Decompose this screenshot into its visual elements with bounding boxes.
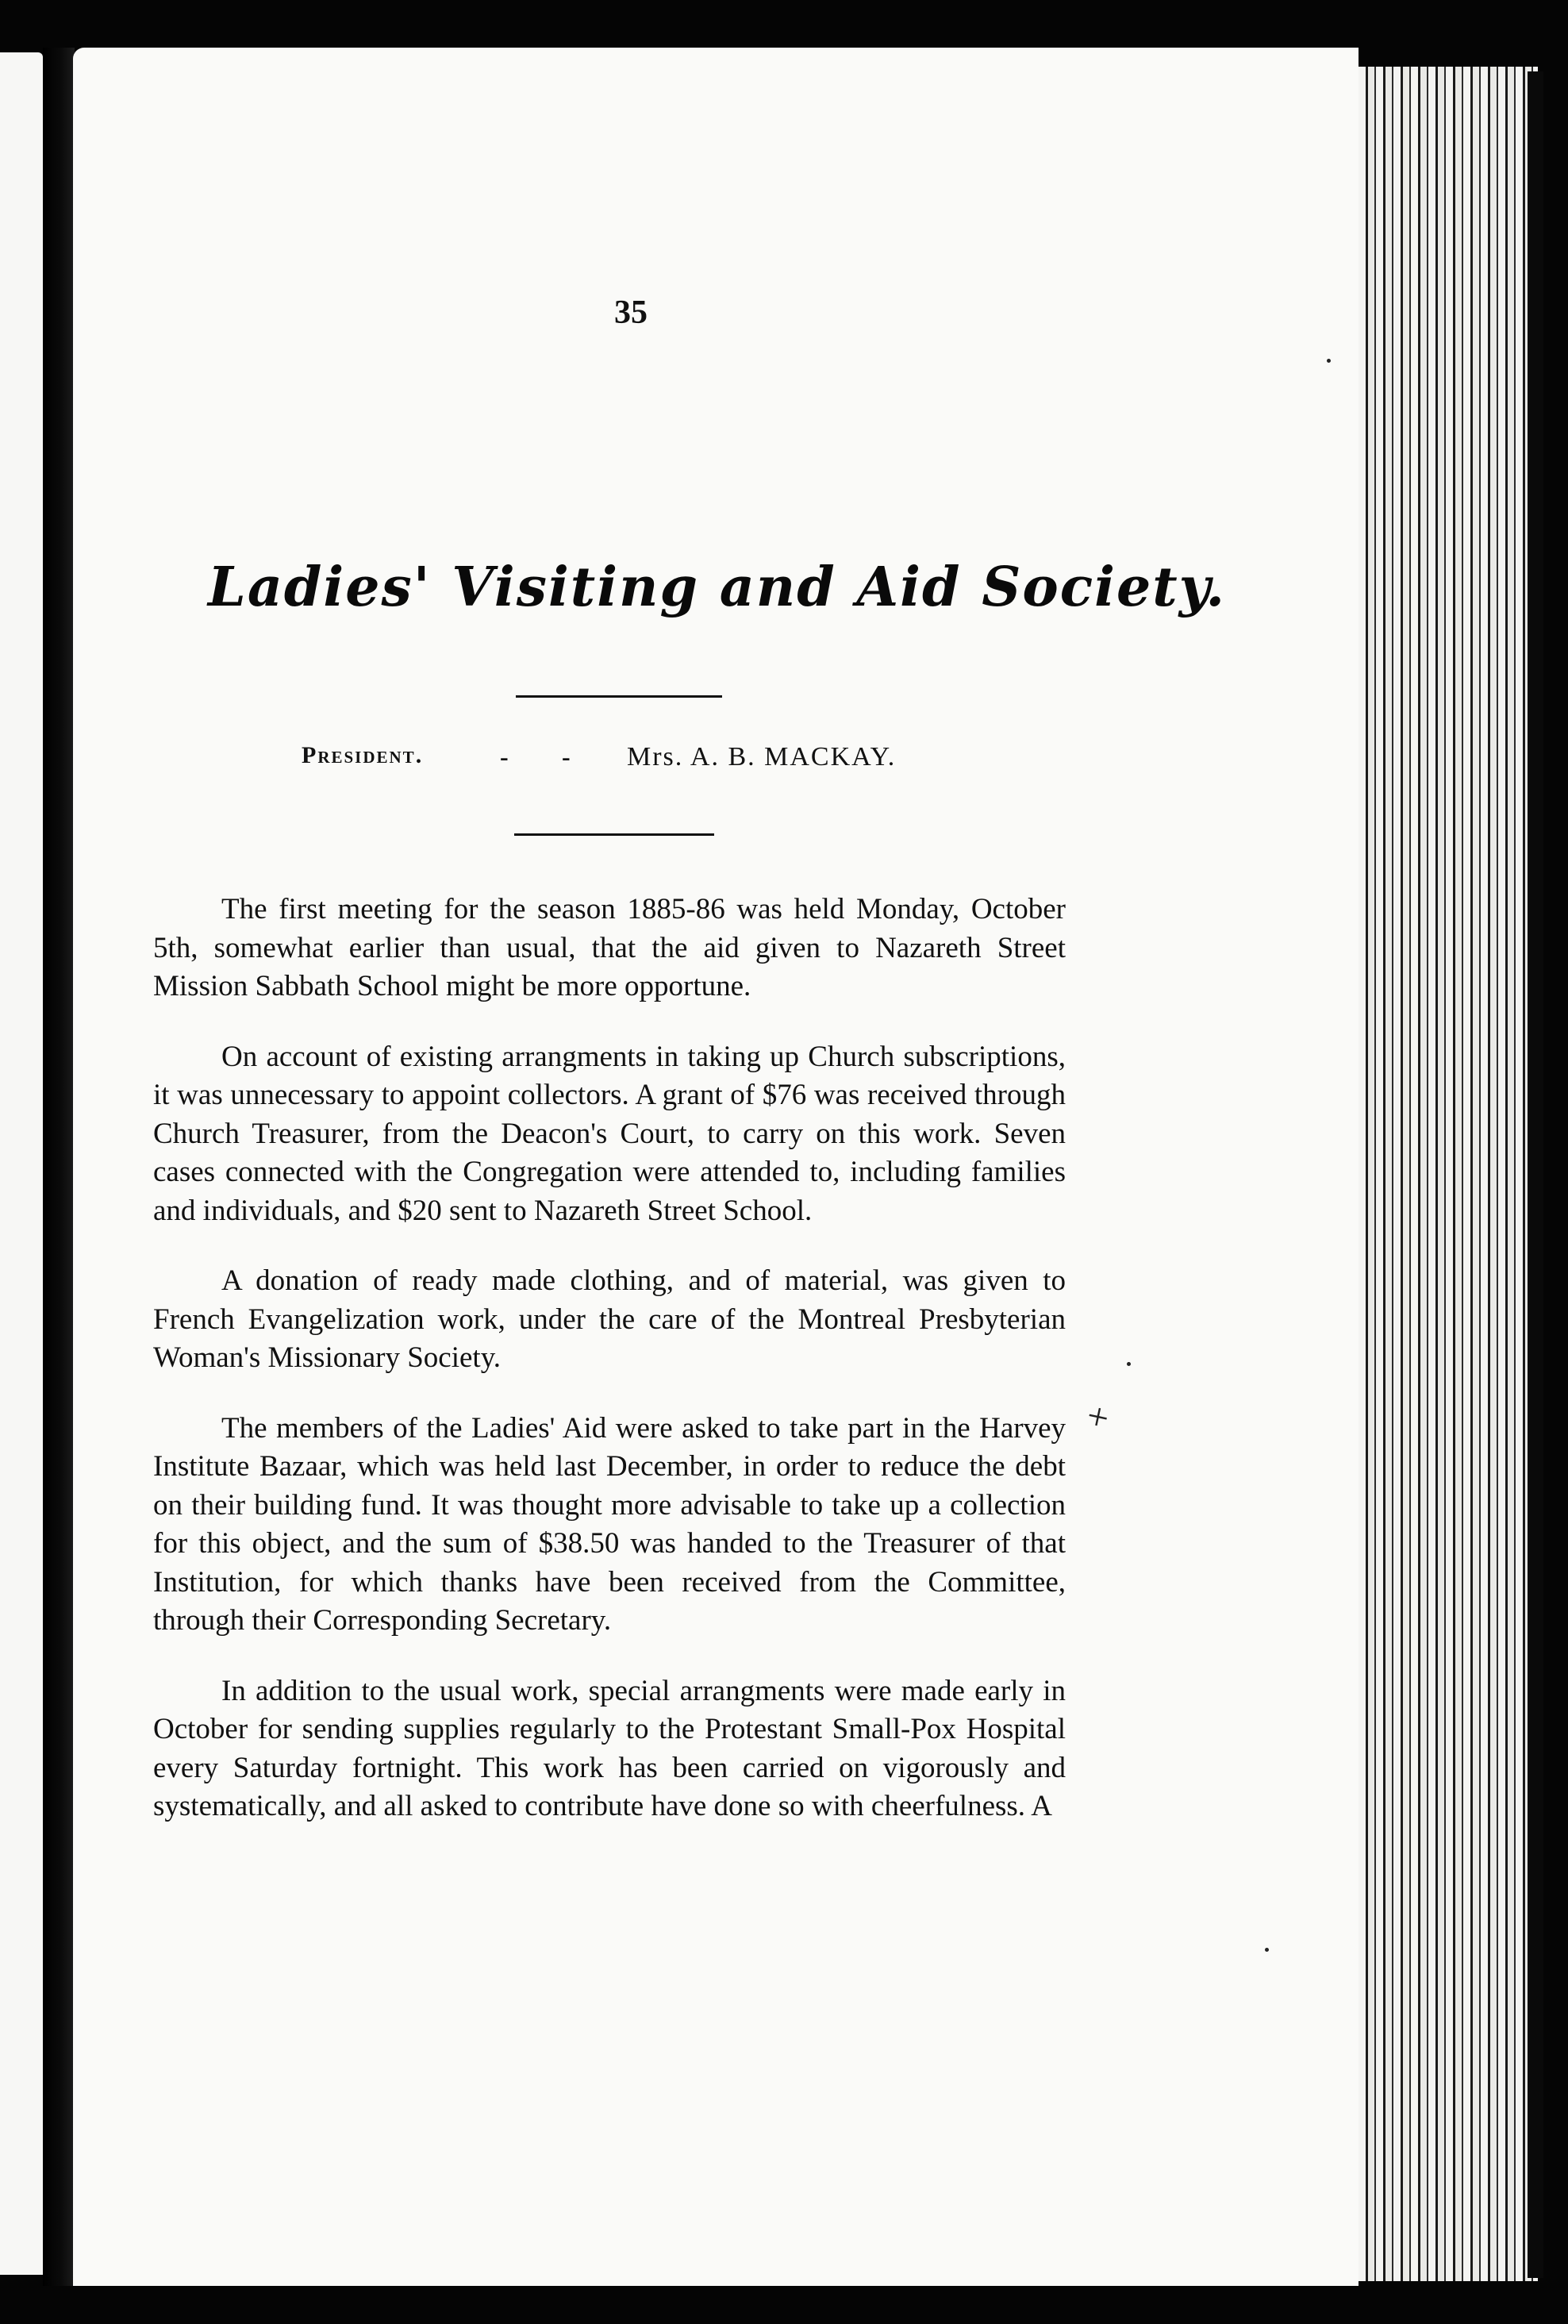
officer-line <box>302 742 1016 782</box>
officer-dash: - <box>562 742 571 771</box>
page-title: Ladies' Visiting and Aid Society. <box>208 556 1226 619</box>
book-gutter <box>43 48 75 2286</box>
book-cover-edge <box>1528 71 1543 2278</box>
officer-name: Mrs. A. B. MACKAY. <box>627 742 897 771</box>
officer-divider <box>514 833 714 836</box>
report-body <box>153 891 1066 1858</box>
paragraph: A donation of ready made clothing, and of material, was given to French Evangelization work, under the care of the Montreal Presbyterian Woman's Missionary Society. <box>153 1264 1066 1374</box>
facing-page-edge <box>0 52 43 2275</box>
speck <box>1327 359 1331 363</box>
officer-dash: - <box>500 742 509 771</box>
paragraph: The first meeting for the season 1885-86 was held Monday, October 5th, somewhat earlier than usual, that the aid given to Nazareth Street Mission Sabbath School might be more opportune. <box>153 893 1066 1002</box>
paragraph: On account of existing arrangments in taking up Church subscriptions, it was unnecessary to appoint collectors. A grant of $76 was received through Church Treasurer, from the Deacon's Court, to carry on this work. Seven cases connected with the Congregation were attended to, including families and individuals, and $20 sent to Nazareth Street School. <box>153 1040 1066 1227</box>
title-divider <box>516 695 722 698</box>
margin-cross-mark: + <box>1082 1394 1113 1441</box>
speck <box>1265 1948 1269 1952</box>
officer-role: President. <box>302 742 424 768</box>
page-number: 35 <box>614 294 648 331</box>
paragraph: In addition to the usual work, special arrangments were made early in October for sending supplies regularly to the Protestant Small-Pox Hospital every Saturday fortnight. This work has been carried on vigorously and systematically, and all asked to contribute have done so with cheerfulness. A <box>153 1674 1066 1822</box>
page-edges-stack <box>1359 67 1538 2281</box>
speck <box>1127 1362 1131 1366</box>
paragraph: The members of the Ladies' Aid were asked to take part in the Harvey Institute Bazaar, which was held last December, in order to reduce the debt on their building fund. It was thought more advisable to take up a collection for this object, and the sum of $38.50 was handed to the Treasurer of that Institution, for which thanks have been received from the Committee, through their Corresponding Secretary. <box>153 1411 1066 1637</box>
